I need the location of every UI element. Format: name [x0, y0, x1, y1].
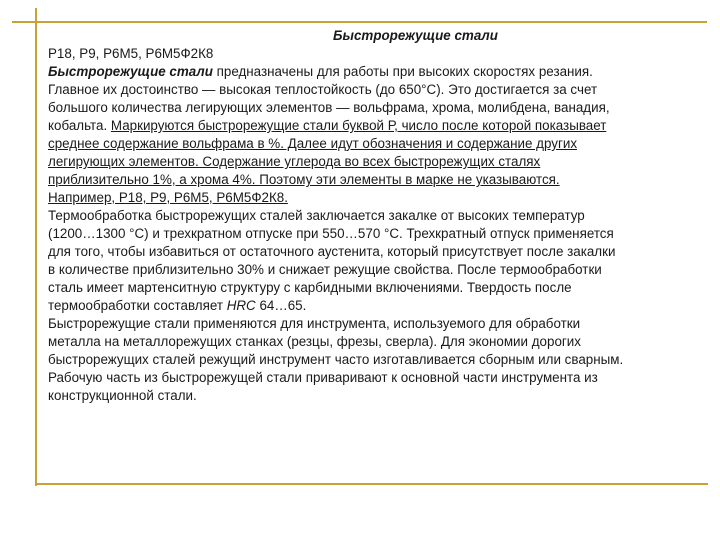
- steel-grades-line: Р18, Р9, Р6М5, Р6М5Ф2К8: [48, 46, 214, 61]
- text-line: Главное их достоинство — высокая теплостойкость (до 650°С). Это достигается за счет: [48, 82, 598, 97]
- text-line: Быстрорежущие стали применяются для инструмента, используемого для обработки: [48, 316, 581, 331]
- paragraph-applications: [48, 315, 703, 405]
- underlined-text-line: среднее содержание вольфрама в %. Далее идут обозначения и содержание других: [48, 136, 578, 151]
- slide-frame-top-rule: [12, 21, 707, 23]
- text-span: термообработки составляет: [48, 298, 227, 313]
- slide-frame-bottom-rule: [35, 483, 708, 485]
- text-span: кобальта.: [48, 118, 111, 133]
- text-line: конструкционной стали.: [48, 388, 197, 403]
- document-body: [48, 27, 703, 405]
- text-line: сталь имеет мартенситную структуру с карбидными включениями. Твердость после: [48, 280, 572, 295]
- text-line: [48, 63, 703, 81]
- text-line: [48, 297, 703, 315]
- underlined-text: Маркируются быстрорежущие стали буквой Р, число после которой показывает: [110, 118, 607, 133]
- underlined-text-line: легирующих элементов. Содержание углерода во всех быстрорежущих сталях: [48, 154, 541, 169]
- text-line: большого количества легирующих элементов — вольфрама, хрома, молибдена, ванадия,: [48, 100, 610, 115]
- slide-frame-left-rule: [35, 8, 37, 486]
- text-span: предназначены для работы при высоких скоростях резания.: [212, 64, 593, 79]
- page-title: Быстрорежущие стали: [333, 28, 498, 43]
- text-line: Рабочую часть из быстрорежущей стали приваривают к основной части инструмента из: [48, 370, 598, 385]
- text-line: металла на металлорежущих станках (резцы, фрезы, сверла). Для экономии дорогих: [48, 334, 581, 349]
- text-line: в количестве приблизительно 30% и снижает режущие свойства. После термообработки: [48, 262, 602, 277]
- text-line: (1200…1300 °С) и трехкратном отпуске при 550…570 °С. Трехкратный отпуск применяется: [48, 226, 614, 241]
- text-line: быстрорежущих сталей режущий инструмент часто изготавливается сборным или сварным.: [48, 352, 624, 367]
- underlined-text-line: приблизительно 1%, а хрома 4%. Поэтому эти элементы в марке не указываются.: [48, 172, 560, 187]
- underlined-text-line: Например, Р18, Р9, Р6М5, Р6М5Ф2К8.: [48, 190, 288, 205]
- hrc-label: HRC: [226, 298, 256, 313]
- bold-term: Быстрорежущие стали: [48, 64, 213, 79]
- paragraph-heat-treatment: [48, 207, 703, 315]
- text-line: для того, чтобы избавиться от остаточного аустенита, который присутствует после закалки: [48, 244, 616, 259]
- paragraph-properties: [48, 63, 703, 207]
- text-line: Термообработка быстрорежущих сталей заключается закалке от высоких температур: [48, 208, 585, 223]
- text-span: 64…65.: [255, 298, 307, 313]
- text-line: [48, 117, 703, 135]
